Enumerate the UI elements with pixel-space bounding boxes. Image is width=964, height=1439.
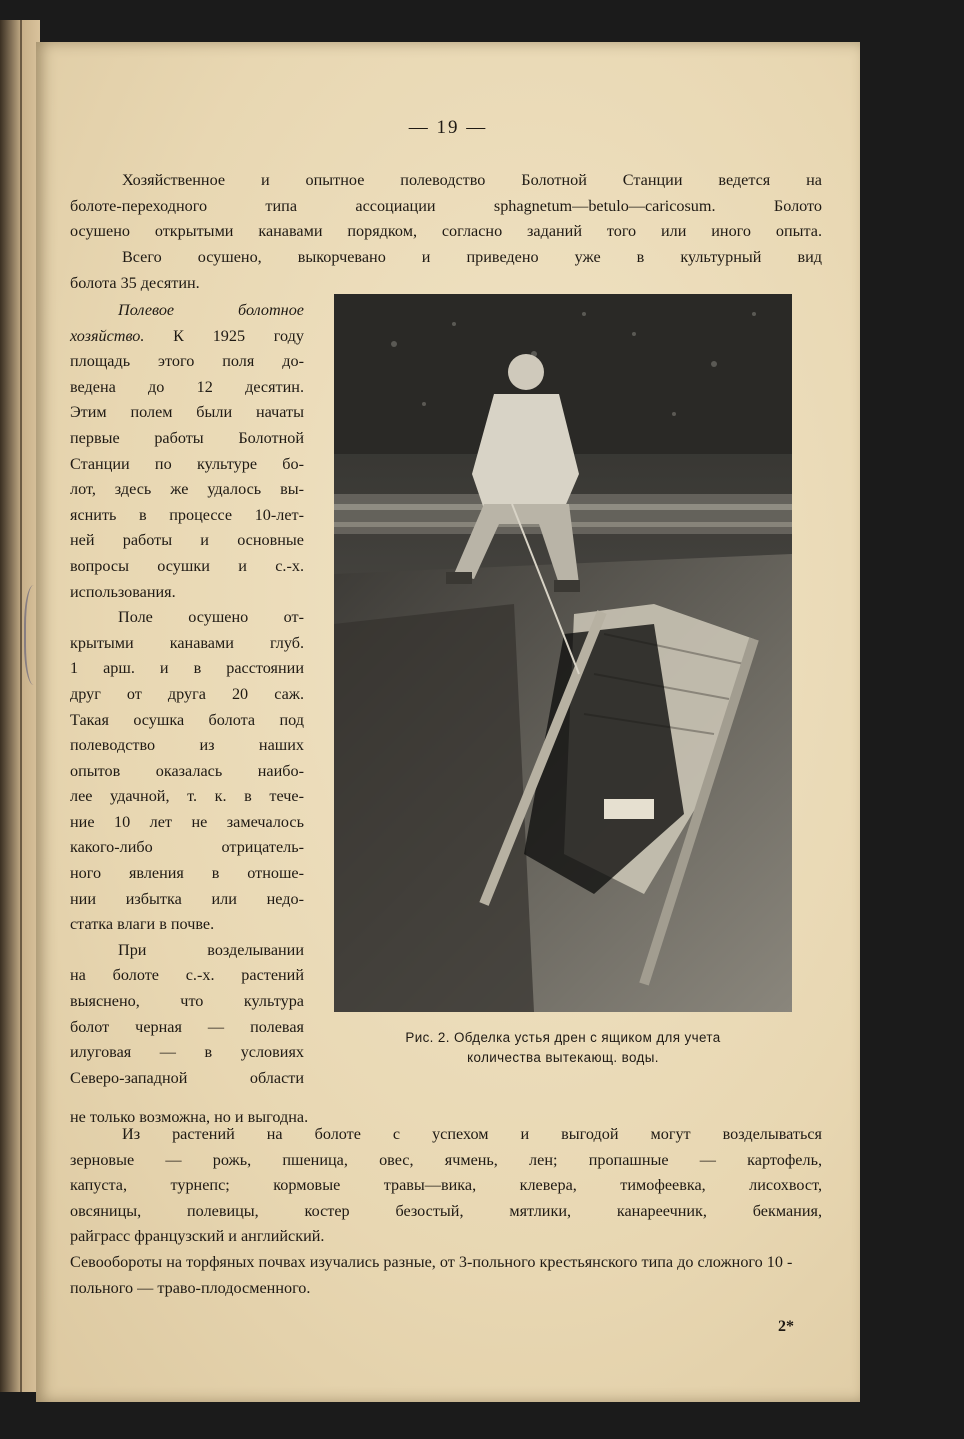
p1-line-2: болоте-переходного типа ассоциации sphagnetum—betulo—caricosum. Болото	[70, 196, 822, 215]
col-p3-line: на болоте с.-х. растений	[70, 966, 304, 985]
col-p2-line: Такая осушка болота под	[70, 710, 304, 729]
p4-line-2: зерновые — рожь, пшеница, овес, ячмень, лен; пропашные — картофель,	[70, 1150, 822, 1169]
figure-caption	[334, 1028, 792, 1068]
p4-line-5: райграсс французский и английский.	[70, 1227, 325, 1246]
left-column-text	[70, 298, 304, 1091]
heading-rest: К 1925 году	[144, 326, 304, 345]
p4-line-3: капуста, турнепс; кормовые травы—вика, клевера, тимофеевка, лисохвост,	[70, 1176, 822, 1195]
section-heading: Полевое болотное	[118, 301, 304, 319]
col-p2-line: 1 арш. и в расстоянии	[70, 659, 304, 678]
p2-line-1: Всего осушено, выкорчевано и приведено уже в культурный вид	[122, 248, 822, 266]
col-p2-line: крытыми канавами глуб.	[70, 633, 304, 652]
page-number: — 19 —	[408, 117, 488, 138]
col-line: Этим полем были начаты	[70, 403, 304, 422]
col-p2-line: ного явления в отноше-	[70, 864, 304, 883]
photo-drain-outlet	[334, 294, 792, 1012]
p1-line-1: Хозяйственное и опытное полеводство Болотной Станции ведется на	[122, 171, 822, 189]
signature-mark: 2*	[778, 1318, 794, 1335]
left-page-edge	[0, 20, 40, 1392]
col-p3-line: Северо-западной области	[70, 1068, 304, 1087]
p5-line-1: Севообороты на торфяных почвах изучались разные, от 3-польного	[70, 1253, 536, 1271]
paragraph-4	[70, 1122, 822, 1250]
col-p2-line: Поле осушено от-	[118, 608, 304, 627]
col-p2-line: ние 10 лет не замечалось	[70, 812, 304, 831]
heading-line-2	[70, 324, 304, 350]
col-p2-line: опытов оказалась наибо-	[70, 761, 304, 780]
col-line: первые работы Болотной	[70, 428, 304, 447]
col-line: площадь этого поля до-	[70, 352, 304, 371]
p4-line-1: Из растений на болоте с успехом и выгодой могут возделываться	[122, 1125, 822, 1143]
col-p3-line: При возделывании	[118, 940, 304, 959]
caption-line-1: Рис. 2. Обделка устья дрен с ящиком для учета	[405, 1030, 721, 1045]
book-page	[36, 42, 860, 1402]
paragraph-5	[70, 1250, 822, 1301]
col-p2-line: какого-либо отрицатель-	[70, 838, 304, 857]
col-line: вопросы осушки и с.-х.	[70, 556, 304, 575]
p5-line-2: крестьянского типа до сложного 10 - польного — траво-плодосменного.	[70, 1253, 793, 1297]
p4-line-4: овсяницы, полевицы, костер безостый, мятлики, канареечник, бекмания,	[70, 1201, 822, 1220]
col-p3-line: выяснено, что культура	[70, 992, 304, 1011]
p2-line-2: болота 35 десятин.	[70, 273, 200, 292]
photo-figure	[334, 294, 792, 1012]
caption-line-2: количества вытекающ. воды.	[467, 1050, 659, 1065]
col-line: ведена до 12 десятин.	[70, 377, 304, 396]
col-p2-line: лее удачной, т. к. в тече-	[70, 787, 304, 806]
col-p2-line: статка влаги в почве.	[70, 915, 215, 934]
col-line: использования.	[70, 582, 176, 601]
col-p2-line: друг от друга 20 саж.	[70, 684, 304, 703]
p1-line-3: осушено открытыми канавами порядком, согласно заданий того или иного опыта.	[70, 222, 822, 241]
col-p2-line: нии избытка или недо-	[70, 889, 304, 908]
col-p2-line: полеводство из наших	[70, 736, 304, 755]
col-p3-line: болот черная — полевая	[70, 1017, 304, 1036]
col-line: яснить в процессе 10-лет-	[70, 505, 304, 524]
col-line: лот, здесь же удалось вы-	[70, 480, 304, 499]
paragraph-2	[70, 245, 822, 296]
paragraph-1	[70, 168, 822, 245]
col-line: Станции по культуре бо-	[70, 454, 304, 473]
col-p3-line: илуговая — в условиях	[70, 1043, 304, 1062]
page-fold	[20, 20, 22, 1392]
col-line: ней работы и основные	[70, 531, 304, 550]
p3-line: не только возможна, но и выгодна.	[70, 1108, 309, 1126]
heading-italic: хозяйство.	[70, 326, 145, 345]
